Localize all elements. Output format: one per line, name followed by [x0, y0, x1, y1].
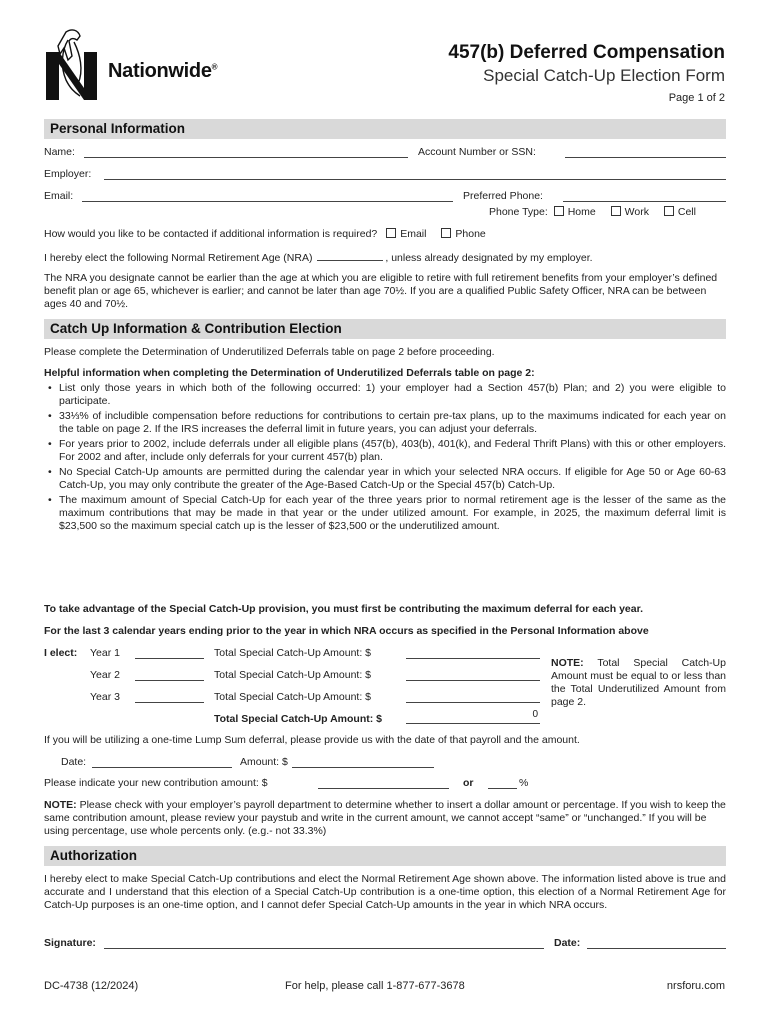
helpful-list: [44, 382, 726, 535]
total-amount-label: Total Special Catch-Up Amount: $: [214, 713, 383, 725]
list-item: • 33⅓% of includible compensation before reductions for contributions to certain pre-tax plans, up to the maximums indicated for each year on the table on page 2. If the IRS increases the deferral limit in future years, you can adjust your deferrals.: [44, 410, 726, 436]
phone-type-label: Phone Type:: [489, 206, 548, 218]
note-title: NOTE:: [551, 657, 584, 669]
form-title: 457(b) Deferred Compensation: [448, 42, 725, 63]
signature-field[interactable]: [104, 937, 544, 949]
contact-question-label: How would you like to be contacted if additional information is required?: [44, 228, 378, 240]
form-subtitle: Special Catch-Up Election Form: [483, 66, 725, 85]
advantage-note: To take advantage of the Special Catch-Up provision, you must first be contributing the maximum deferral for each year.: [44, 603, 644, 615]
employer-label: Employer:: [44, 168, 92, 180]
account-label: Account Number or SSN:: [418, 146, 536, 158]
percent-field[interactable]: [488, 777, 517, 789]
checkbox-home[interactable]: Home: [554, 206, 596, 218]
nra-field[interactable]: [317, 250, 383, 261]
year-1-field[interactable]: [135, 647, 204, 659]
list-item: • For years prior to 2002, include deferrals under all eligible plans (457(b), 403(b), 401(k), and Federal Thrift Plans) with this or other employers. For 2002 and after, include only deferrals for your current 457(b) plan.: [44, 438, 726, 464]
new-contribution-label: Please indicate your new contribution amount: $: [44, 777, 268, 789]
logo: [44, 26, 244, 106]
year-1-label: Year 1: [90, 647, 120, 659]
list-item: • List only those years in which both of the following occurred: 1) your employer had a Section 457(b) Plan; and 2) you were eligible to participate.: [44, 382, 726, 408]
checkbox-contact-email[interactable]: Email: [386, 228, 426, 240]
signature-date-label: Date:: [554, 937, 581, 949]
payroll-note: [44, 799, 726, 838]
section-catch-up: Catch Up Information & Contribution Election: [44, 319, 726, 339]
year-2-field[interactable]: [135, 669, 204, 681]
list-item: • The maximum amount of Special Catch-Up for each year of the three years prior to normal retirement age is the lesser of the same as the maximum contributions that may be made in that year or the under utilized amount. For example, in 2025, the maximum deferral limit is $23,500 so the maximum special catch up is the lesser of $23,500 or the underutilized amount.: [44, 494, 726, 533]
checkbox-contact-phone[interactable]: Phone: [441, 228, 485, 240]
lump-amount-field[interactable]: [292, 756, 434, 768]
year-2-label: Year 2: [90, 669, 120, 681]
payroll-note-title: NOTE:: [44, 799, 77, 811]
helpful-heading: Helpful information when completing the Determination of Underutilized Deferrals table on page 2:: [44, 367, 535, 379]
lump-date-label: Date:: [61, 756, 87, 768]
list-item: • No Special Catch-Up amounts are permitted during the calendar year in which your selected NRA occurs. If eligible for Age 50 or Age 60-63 Catch-Up, you may only contribute the greater of the Age-Based Catch-Up or the Special 457(b) Catch-Up.: [44, 466, 726, 492]
section-authorization: Authorization: [44, 846, 726, 866]
year-3-field[interactable]: [135, 691, 204, 703]
payroll-note-body: Please check with your employer’s payroll department to determine whether to insert a dollar amount or percentage. If you wish to keep the same contribution amount, please review your paystub and write in the current amount, we cannot accept “same” or “unchanged.” If you will be using percentage, use whole percents only. (e.g.- not 33.3%): [44, 799, 726, 837]
phone-type: [489, 206, 696, 218]
help-line: For help, please call 1-877-677-3678: [285, 980, 465, 992]
i-elect-label: I elect:: [44, 647, 78, 659]
last3-note: For the last 3 calendar years ending prior to the year in which NRA occurs as specified in the Personal Information above: [44, 625, 649, 637]
checkbox-work[interactable]: Work: [611, 206, 649, 218]
nra-note: The NRA you designate cannot be earlier than the age at which you are eligible to retire with full retirement benefits from your employer’s defined benefit plan or age 65, whichever is earlier; and cannot be later than age 70½. If you are a qualified Public Safety Officer, NRA can be between ages 40 and 70½.: [44, 272, 718, 310]
year-3-amount-field[interactable]: [406, 691, 540, 703]
nra-suffix: , unless already designated by my employer.: [385, 252, 593, 264]
signature-label: Signature:: [44, 937, 96, 949]
form-code: DC-4738 (12/2024): [44, 980, 139, 992]
section-personal-information: Personal Information: [44, 119, 726, 139]
note-body: Total Special Catch-Up Amount must be equal to or less than the Total Underutilized Amount from page 2.: [551, 657, 726, 708]
eagle-icon: [44, 26, 100, 104]
nra-label: I hereby elect the following Normal Retirement Age (NRA): [44, 252, 313, 264]
year-2-amount-field[interactable]: [406, 669, 540, 681]
page-number: Page 1 of 2: [668, 92, 725, 104]
checkbox-cell[interactable]: Cell: [664, 206, 696, 218]
year-3-amount-label: Total Special Catch-Up Amount: $: [214, 691, 371, 703]
total-amount-field[interactable]: [406, 711, 540, 724]
website[interactable]: nrsforu.com: [666, 980, 725, 992]
email-field[interactable]: [82, 190, 453, 202]
authorization-text: I hereby elect to make Special Catch-Up contributions and elect the Normal Retirement Age shown above. The information listed above is true and accurate and I understand that this election of a Special Catch-Up contribution is a one-time option, this election of a Normal Retirement Age for Catch-Up purposes is an one-time option, and I cannot defer Special Catch-Up amounts in the year in which NRA occurs.: [44, 873, 726, 911]
nra-election: [44, 250, 593, 264]
brand-reg: ®: [211, 62, 218, 72]
name-field[interactable]: [84, 146, 408, 158]
name-label: Name:: [44, 146, 75, 158]
year-1-amount-field[interactable]: [406, 647, 540, 659]
phone-label: Preferred Phone:: [463, 190, 543, 202]
or-label: or: [463, 777, 474, 789]
percent-sign: %: [519, 777, 529, 789]
lump-sum-note: If you will be utilizing a one-time Lump Sum deferral, please provide us with the date of that payroll and the amount.: [44, 734, 580, 746]
email-label: Email:: [44, 190, 74, 202]
year-3-label: Year 3: [90, 691, 120, 703]
account-field[interactable]: [565, 146, 726, 158]
lump-date-field[interactable]: [92, 756, 232, 768]
phone-field[interactable]: [563, 190, 726, 202]
year-1-amount-label: Total Special Catch-Up Amount: $: [214, 647, 371, 659]
catchup-note: [551, 657, 726, 709]
employer-field[interactable]: [104, 168, 726, 180]
contact-question: [44, 228, 486, 240]
new-contribution-field[interactable]: [318, 777, 449, 789]
year-2-amount-label: Total Special Catch-Up Amount: $: [214, 669, 371, 681]
signature-date-field[interactable]: [587, 937, 726, 949]
catchup-intro: Please complete the Determination of Underutilized Deferrals table on page 2 before proceeding.: [44, 346, 495, 358]
total-amount-value: 0: [532, 709, 538, 720]
brand-name: Nationwide: [108, 60, 212, 82]
lump-amount-label: Amount: $: [240, 756, 288, 768]
